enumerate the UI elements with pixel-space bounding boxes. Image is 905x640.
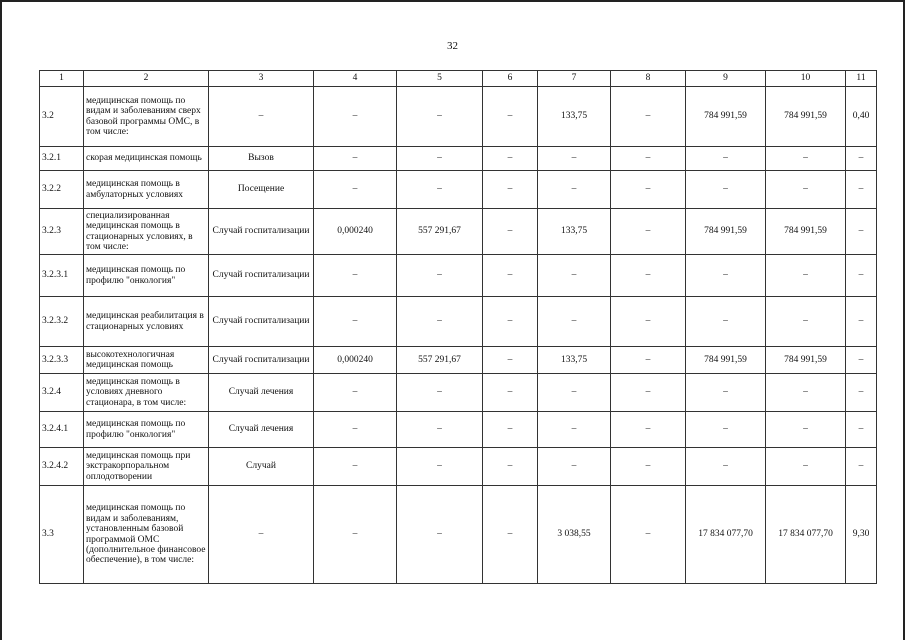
table-cell: Случай госпитализации [209,255,314,297]
table-cell: – [483,297,538,347]
row-code: 3.2 [40,87,84,147]
table-cell: 133,75 [538,87,611,147]
table-cell: 784 991,59 [766,209,846,255]
table-cell: – [538,255,611,297]
table-cell: – [686,374,766,412]
table-cell: Случай [209,448,314,486]
table-cell: Случай госпитализации [209,347,314,374]
table-cell: – [846,412,877,448]
table-row [40,486,877,584]
table-cell: – [766,412,846,448]
table-cell: – [314,486,397,584]
table-cell: – [483,147,538,171]
header-row [40,71,877,87]
table-cell: 17 834 077,70 [766,486,846,584]
table-cell: – [846,347,877,374]
table-row [40,347,877,374]
table-cell: 133,75 [538,209,611,255]
table-cell: – [397,374,483,412]
column-header: 6 [483,71,538,87]
table-cell: – [538,448,611,486]
table-cell: – [846,374,877,412]
table-row [40,209,877,255]
table-cell: – [611,297,686,347]
table-cell: – [766,448,846,486]
scan-border-top [0,0,905,2]
table-body [40,87,877,584]
table-cell: 3 038,55 [538,486,611,584]
table-row [40,171,877,209]
table-cell: 133,75 [538,347,611,374]
table-row [40,255,877,297]
table-cell: – [209,486,314,584]
table-cell: Случай госпитализации [209,297,314,347]
table-cell: Случай лечения [209,374,314,412]
table-cell: – [611,171,686,209]
table-cell: 557 291,67 [397,347,483,374]
column-header: 8 [611,71,686,87]
row-code: 3.2.4.2 [40,448,84,486]
table-cell: – [397,171,483,209]
table-row [40,412,877,448]
page-number: 32 [447,40,458,52]
table-cell: – [846,147,877,171]
table-row [40,297,877,347]
row-description: высокотехнологичная медицинская помощь [84,347,209,374]
table-cell: – [846,255,877,297]
table-cell: 784 991,59 [686,87,766,147]
table-cell: – [483,87,538,147]
table-cell: – [686,412,766,448]
column-header: 5 [397,71,483,87]
table-cell: – [611,448,686,486]
table-cell: – [538,374,611,412]
table-cell: – [611,412,686,448]
table-cell: – [483,255,538,297]
table-row [40,448,877,486]
table-cell: – [397,448,483,486]
table-row [40,374,877,412]
row-description: медицинская реабилитация в стационарных условиях [84,297,209,347]
row-description: медицинская помощь по видам и заболеваниям сверх базовой программы ОМС, в том числе: [84,87,209,147]
table-cell: – [766,255,846,297]
column-header: 9 [686,71,766,87]
scan-border-left [0,0,2,640]
row-description: медицинская помощь по профилю "онкология" [84,412,209,448]
table-cell: – [483,412,538,448]
table-cell: – [483,209,538,255]
table-cell: – [686,147,766,171]
table-row [40,87,877,147]
row-code: 3.2.2 [40,171,84,209]
row-code: 3.2.3.1 [40,255,84,297]
table-cell: 784 991,59 [766,87,846,147]
table-cell: – [397,147,483,171]
table-cell: – [397,297,483,347]
table-cell: Посещение [209,171,314,209]
table-cell: – [538,147,611,171]
table-cell: 9,30 [846,486,877,584]
table-cell: – [314,448,397,486]
table-cell: 0,000240 [314,347,397,374]
table-cell: – [209,87,314,147]
row-description: медицинская помощь в амбулаторных условиях [84,171,209,209]
table-cell: – [766,147,846,171]
table-cell: – [538,171,611,209]
row-description: скорая медицинская помощь [84,147,209,171]
table-cell: – [538,297,611,347]
table-cell: – [397,412,483,448]
table-cell: – [483,486,538,584]
column-header: 3 [209,71,314,87]
column-header: 10 [766,71,846,87]
table-cell: – [611,147,686,171]
column-header: 2 [84,71,209,87]
table-cell: – [314,412,397,448]
table-cell: 0,000240 [314,209,397,255]
table-cell: Случай лечения [209,412,314,448]
table-row [40,147,877,171]
table-cell: – [846,297,877,347]
column-header: 1 [40,71,84,87]
table-cell: 784 991,59 [766,347,846,374]
row-code: 3.2.3.3 [40,347,84,374]
table-cell: – [397,87,483,147]
column-header: 4 [314,71,397,87]
table-cell: – [686,171,766,209]
table-cell: – [766,374,846,412]
row-description: медицинская помощь по видам и заболеваниям, установленным базовой программой ОМС (дополнительное финансовое обеспечение), в том числе: [84,486,209,584]
table-cell: – [314,255,397,297]
table-cell: – [611,209,686,255]
table-cell: 17 834 077,70 [686,486,766,584]
table-cell: – [397,255,483,297]
table-cell: – [314,171,397,209]
row-code: 3.2.3.2 [40,297,84,347]
table-cell: – [314,87,397,147]
table-cell: – [846,448,877,486]
table-cell: – [483,374,538,412]
row-description: специализированная медицинская помощь в стационарных условиях, в том числе: [84,209,209,255]
table-cell: 557 291,67 [397,209,483,255]
table-cell: – [611,486,686,584]
table-cell: – [766,297,846,347]
row-code: 3.2.1 [40,147,84,171]
table-cell: – [686,255,766,297]
row-code: 3.3 [40,486,84,584]
column-header: 7 [538,71,611,87]
row-description: медицинская помощь при экстракорпоральном оплодотворении [84,448,209,486]
table-cell: – [483,171,538,209]
column-header: 11 [846,71,877,87]
table-cell: – [766,171,846,209]
table-cell: Случай госпитализации [209,209,314,255]
table-cell: – [538,412,611,448]
table-cell: – [314,147,397,171]
table-cell: – [483,347,538,374]
table-cell: 784 991,59 [686,347,766,374]
table-cell: – [611,87,686,147]
row-description: медицинская помощь по профилю "онкология" [84,255,209,297]
row-code: 3.2.4 [40,374,84,412]
row-description: медицинская помощь в условиях дневного стационара, в том числе: [84,374,209,412]
table-cell: – [314,374,397,412]
table-cell: – [483,448,538,486]
table-cell: – [611,347,686,374]
table-cell: Вызов [209,147,314,171]
row-code: 3.2.3 [40,209,84,255]
table-cell: – [846,209,877,255]
table-cell: – [314,297,397,347]
financing-table [39,70,877,584]
table-cell: – [611,255,686,297]
table-cell: – [686,448,766,486]
table-cell: – [686,297,766,347]
table-cell: – [846,171,877,209]
row-code: 3.2.4.1 [40,412,84,448]
table-cell: – [397,486,483,584]
table-cell: 784 991,59 [686,209,766,255]
table-cell: 0,40 [846,87,877,147]
table-cell: – [611,374,686,412]
